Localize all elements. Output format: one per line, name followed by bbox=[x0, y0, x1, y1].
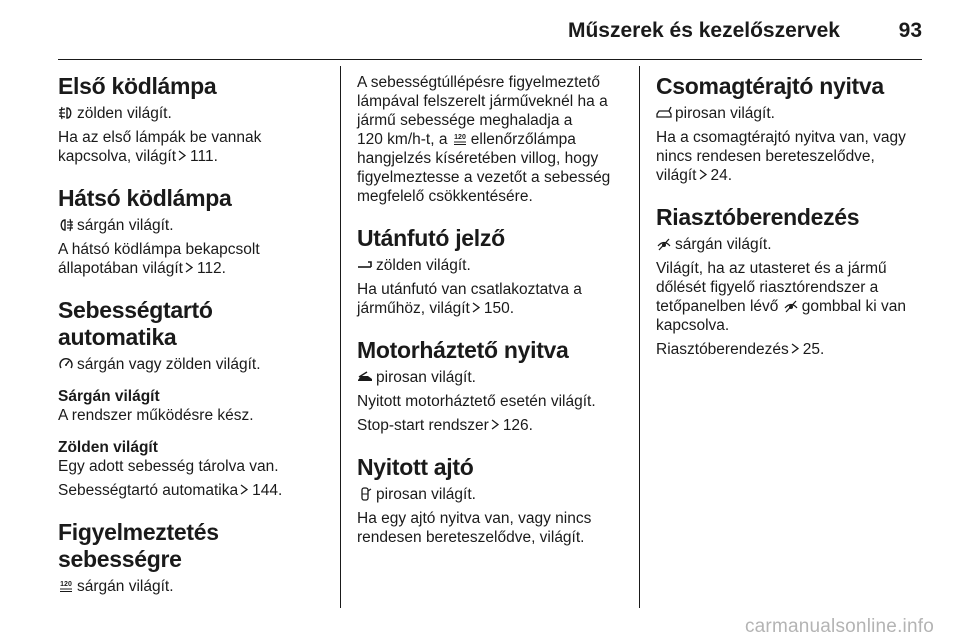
tailgate-description: Ha a csomagtérajtó nyitva van, vagy nincs rendesen bereteszelődve, világít 24. bbox=[656, 129, 906, 184]
alarm-off-icon bbox=[783, 299, 799, 313]
column-middle bbox=[357, 73, 623, 552]
heading-trailer: Utánfutó jelző bbox=[357, 225, 505, 251]
heading-tailgate-open: Csomagtérajtó nyitva bbox=[656, 73, 884, 99]
tailgate-status: pirosan világít. bbox=[656, 104, 926, 123]
speed-warning-description: A sebességtúllépésre figyelmeztető lámpával felszerelt járműveknél ha a jármű sebessége meghaladja a 120 km/h-t, a 120 ellenőrzőlámpa hangjelzés kíséretében villog, hogy figyelmeztesse a vezetőt a sebesség megfelelő csökkentésére. bbox=[357, 74, 611, 205]
door-status: pirosan világít. bbox=[357, 485, 623, 504]
alarm-description: Világít, ha az utasteret és a jármű dőlését figyelő riasztórendszer a tetőpanelben lévő gombbal ki van kapcsolva. bbox=[656, 260, 906, 334]
rear-fog-description: A hátsó ködlámpa bekapcsolt állapotában világít 112. bbox=[58, 241, 260, 277]
green-description: Egy adott sebesség tárolva van. bbox=[58, 458, 279, 475]
heading-front-fog: Első ködlámpa bbox=[58, 73, 217, 99]
cruise-control-status: sárgán vagy zölden világít. bbox=[58, 355, 330, 374]
page-ref-link[interactable]: 126. bbox=[502, 417, 533, 434]
front-fog-status: zölden világít. bbox=[58, 104, 330, 123]
trailer-status: zölden világít. bbox=[357, 256, 623, 275]
watermark: carmanualsonline.info bbox=[744, 616, 934, 637]
trailer-description: Ha utánfutó van csatlakoztatva a járműhöz, világít 150. bbox=[357, 281, 582, 317]
column-divider-1 bbox=[340, 66, 341, 608]
rear-fog-status: sárgán világít. bbox=[58, 216, 330, 235]
svg-text:120: 120 bbox=[60, 581, 72, 588]
door-description: Ha egy ajtó nyitva van, vagy nincs rendesen bereteszelődve, világít. bbox=[357, 510, 592, 546]
speed-120-icon bbox=[452, 132, 468, 146]
alarm-off-icon bbox=[656, 237, 672, 251]
page-reference-arrow-icon bbox=[699, 169, 707, 180]
alarm-reference: Riasztóberendezés 25. bbox=[656, 341, 825, 358]
page-reference-arrow-icon bbox=[472, 302, 480, 313]
heading-rear-fog: Hátsó ködlámpa bbox=[58, 185, 232, 211]
bonnet-reference: Stop-start rendszer 126. bbox=[357, 417, 533, 434]
page-reference-arrow-icon bbox=[240, 484, 248, 495]
heading-bonnet-open: Motorháztető nyitva bbox=[357, 337, 569, 363]
page-ref-link[interactable]: 25. bbox=[802, 341, 825, 358]
bonnet-description: Nyitott motorháztető esetén világít. bbox=[357, 393, 596, 410]
rear-fog-lamp-icon bbox=[58, 218, 74, 232]
column-right bbox=[656, 73, 926, 364]
svg-text:120: 120 bbox=[453, 134, 466, 141]
bonnet-status: pirosan világít. bbox=[357, 368, 623, 387]
bonnet-open-icon bbox=[357, 370, 373, 384]
page-ref-link[interactable]: 144. bbox=[252, 482, 283, 499]
alarm-status: sárgán világít. bbox=[656, 235, 926, 254]
subheading-green: Zölden világít bbox=[58, 439, 158, 456]
front-fog-description: Ha az első lámpák be vannak kapcsolva, világít 111. bbox=[58, 129, 262, 165]
tailgate-open-icon bbox=[656, 106, 672, 120]
heading-door-open: Nyitott ajtó bbox=[357, 454, 474, 480]
header-rule bbox=[58, 59, 922, 60]
heading-alarm: Riasztóberendezés bbox=[656, 204, 860, 230]
running-title: Műszerek és kezelőszervek bbox=[567, 19, 840, 42]
column-divider-2 bbox=[639, 66, 640, 608]
page-ref-link[interactable]: 150. bbox=[483, 300, 515, 317]
column-left bbox=[58, 73, 330, 601]
trailer-icon bbox=[357, 258, 373, 272]
cruise-control-reference: Sebességtartó automatika 144. bbox=[58, 482, 283, 499]
page-reference-arrow-icon bbox=[791, 343, 799, 354]
page-reference-arrow-icon bbox=[491, 419, 499, 430]
page-ref-link[interactable]: 24. bbox=[710, 167, 733, 184]
page-reference-arrow-icon bbox=[185, 262, 193, 273]
page-ref-link[interactable]: 112. bbox=[196, 260, 226, 277]
speed-warning-status: 120 sárgán világít. bbox=[58, 577, 330, 596]
subheading-amber: Sárgán világít bbox=[58, 388, 160, 405]
page-ref-link[interactable]: 111. bbox=[190, 148, 218, 165]
heading-cruise-control: Sebességtartó automatika bbox=[58, 297, 213, 350]
amber-description: A rendszer működésre kész. bbox=[58, 407, 254, 424]
front-fog-lamp-icon bbox=[58, 106, 74, 120]
page-number: 93 bbox=[898, 19, 922, 42]
page-reference-arrow-icon bbox=[178, 150, 186, 161]
door-open-icon bbox=[357, 487, 373, 501]
heading-speed-warning: Figyelmeztetés sebességre bbox=[58, 519, 219, 572]
speed-120-icon bbox=[58, 579, 74, 593]
cruise-control-icon bbox=[58, 357, 74, 371]
